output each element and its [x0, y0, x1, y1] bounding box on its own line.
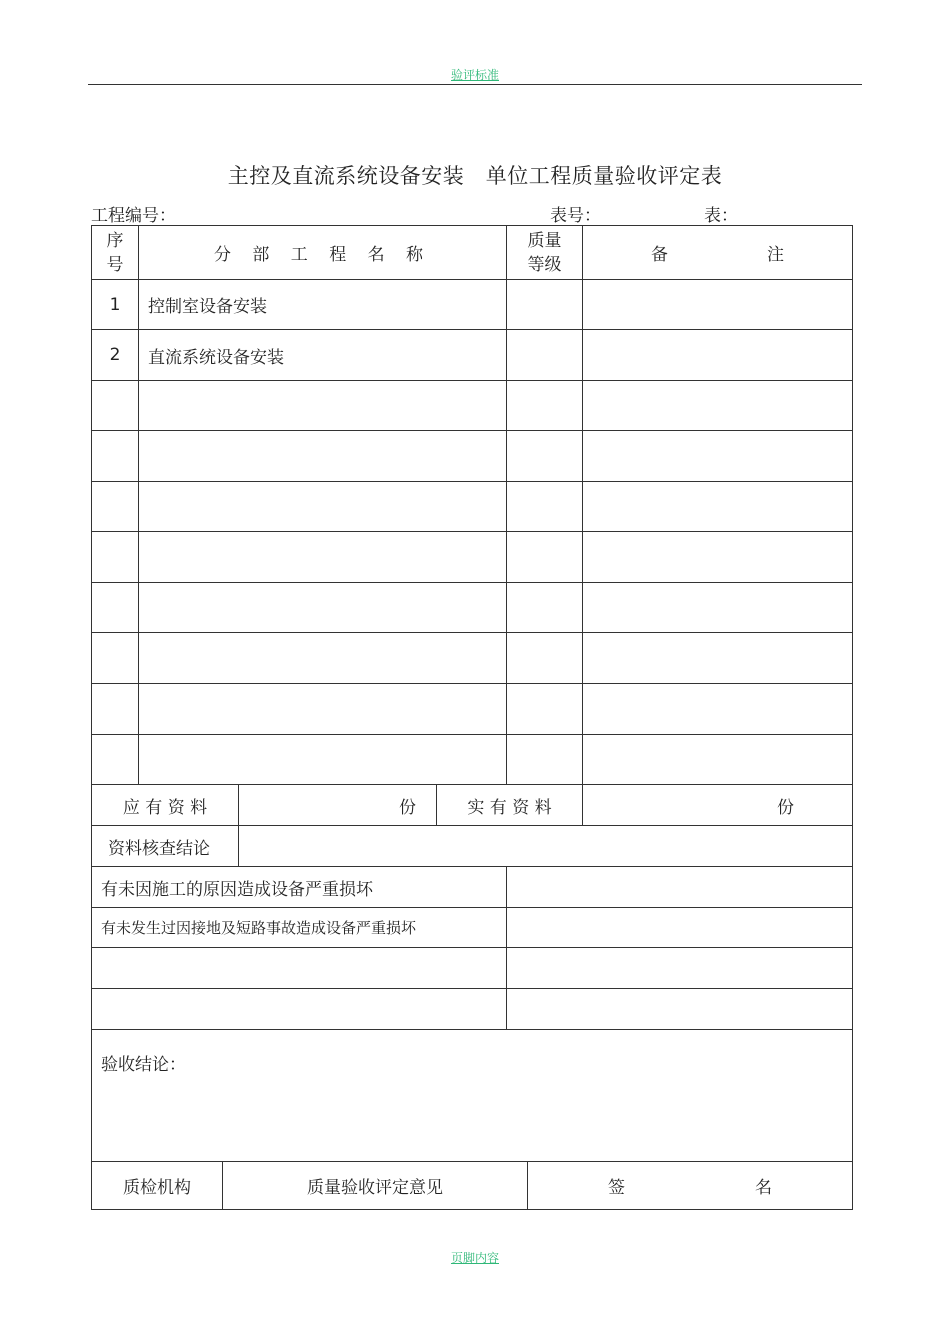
page-header-text: 验评标准 [450, 68, 499, 82]
remark-header: 备 注 [583, 226, 853, 280]
empty-check-row [92, 989, 853, 1030]
inspection-org-label: 质检机构 [92, 1162, 223, 1209]
empty-check-row [92, 948, 853, 989]
acceptance-conclusion: 验收结论： [92, 1030, 853, 1162]
signature-row [92, 1162, 853, 1210]
empty-row [92, 735, 853, 785]
row-grade [507, 280, 583, 330]
required-docs-label: 应 有 资 料 [92, 785, 239, 826]
evaluation-table [91, 225, 853, 1210]
row-name: 控制室设备安装 [139, 280, 507, 330]
evaluation-opinion-label: 质量验收评定意见 [223, 1162, 528, 1209]
required-docs-unit: 份 [239, 785, 437, 826]
table-label: 表： [704, 206, 738, 226]
damage-check-value [507, 867, 853, 908]
row-seq: 1 [92, 280, 139, 330]
table-row [92, 280, 853, 330]
empty-row [92, 431, 853, 482]
table-header-row [92, 226, 853, 280]
docs-check-value [239, 826, 853, 867]
subproject-name-header: 分 部 工 程 名 称 [139, 226, 507, 280]
documents-row [92, 785, 853, 826]
empty-row [92, 633, 853, 684]
row-name: 直流系统设备安装 [139, 330, 507, 381]
empty-row [92, 583, 853, 633]
docs-check-row [92, 826, 853, 867]
actual-docs-unit: 份 [583, 785, 853, 826]
actual-docs-label: 实 有 资 料 [437, 785, 583, 826]
row-remark [583, 280, 853, 330]
check-row [92, 908, 853, 948]
table-number-label: 表号： [550, 206, 601, 226]
row-remark [583, 330, 853, 381]
empty-row [92, 381, 853, 431]
damage-check-label: 有未因施工的原因造成设备严重损坏 [92, 867, 507, 908]
row-grade [507, 330, 583, 381]
project-number-label: 工程编号： [91, 206, 176, 226]
table-row [92, 330, 853, 381]
quality-grade-header: 质量 等级 [507, 226, 583, 280]
page-footer-text: 页脚内容 [450, 1251, 499, 1265]
empty-row [92, 482, 853, 532]
empty-row [92, 532, 853, 583]
empty-row [92, 684, 853, 735]
row-seq: 2 [92, 330, 139, 381]
check-row [92, 867, 853, 908]
form-title: 主控及直流系统设备安装 单位工程质量验收评定表 [227, 164, 723, 188]
seq-header: 序 号 [92, 226, 139, 280]
signature-label: 签 名 [608, 1178, 773, 1198]
conclusion-row [92, 1030, 853, 1162]
grounding-check-label: 有未发生过因接地及短路事故造成设备严重损坏 [92, 908, 507, 948]
grounding-check-value [507, 908, 853, 948]
header-rule [88, 84, 862, 85]
docs-check-label: 资料核查结论 [92, 826, 239, 867]
